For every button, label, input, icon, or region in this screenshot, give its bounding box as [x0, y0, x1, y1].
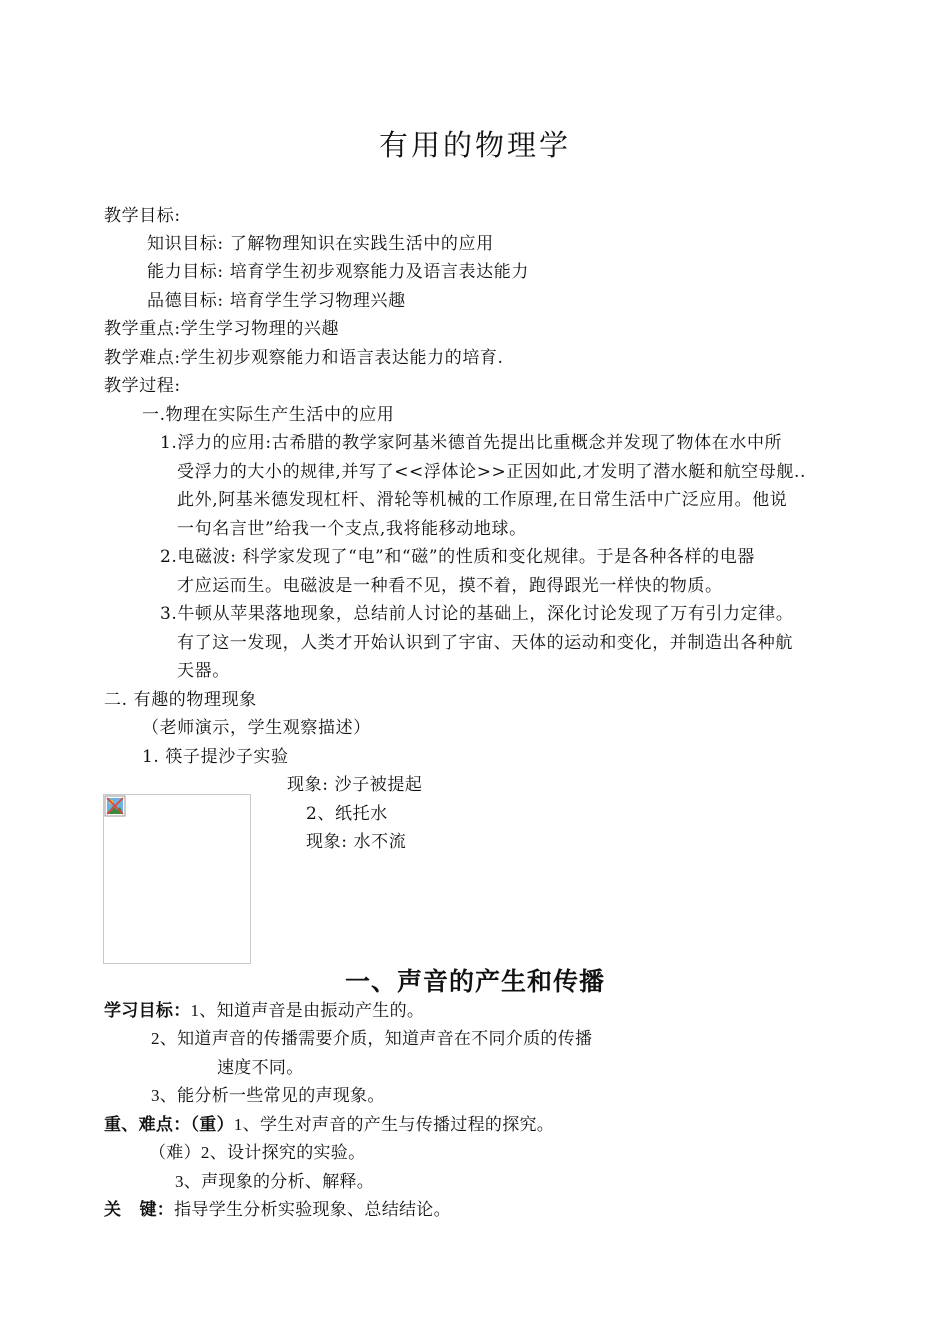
knowledge-objective: 知识目标: 了解物理知识在实践生活中的应用	[147, 234, 494, 254]
focus-major-text: 1、学生对声音的产生与传播过程的探究。	[233, 1115, 555, 1134]
focus-major-label: （重）	[190, 1115, 234, 1134]
experiment1: 1. 筷子提沙子实验	[142, 747, 289, 767]
page-title: 有用的物理学	[378, 128, 571, 162]
section-title-sound: 一、声音的产生和传播	[344, 969, 605, 996]
experiment2: 2、纸托水	[306, 804, 388, 824]
focus-difficulty-1: （难）2、设计探究的实验。	[149, 1143, 366, 1162]
focus-label: 重、难点：	[104, 1115, 191, 1134]
ability-objective: 能力目标: 培育学生初步观察能力及语言表达能力	[147, 262, 529, 282]
learning-goal-2-cont: 速度不同。	[217, 1058, 304, 1077]
objectives-heading: 教学目标:	[104, 206, 181, 226]
key-line	[104, 1199, 451, 1221]
learning-goal-1	[104, 1000, 424, 1022]
broken-image-placeholder	[103, 794, 251, 964]
item2-line: 2.电磁波: 科学家发现了“电”和“磁”的性质和变化规律。于是各种各样的电器	[160, 547, 755, 567]
item1-line: 受浮力的大小的规律,并写了<<浮体论>>正因如此,才发明了潜水艇和航空母舰..	[177, 462, 806, 482]
item3-line: 天器。	[177, 661, 230, 681]
experiment1-result: 现象: 沙子被提起	[287, 775, 423, 795]
experiment2-result: 现象: 水不流	[306, 832, 407, 852]
learning-goal-2: 2、知道声音的传播需要介质，知道声音在不同介质的传播	[151, 1029, 593, 1048]
section2-heading: 二. 有趣的物理现象	[104, 690, 257, 710]
focus-difficulty-2: 3、声现象的分析、解释。	[175, 1172, 375, 1191]
process-heading: 教学过程:	[104, 376, 181, 396]
learning-goal-1-text: 1、知道声音是由振动产生的。	[190, 1001, 425, 1020]
character-objective: 品德目标: 培育学生学习物理兴趣	[147, 291, 406, 311]
focus-major	[104, 1114, 554, 1136]
item1-line: 一句名言世”给我一个支点,我将能移动地球。	[177, 519, 527, 539]
key-point: 教学重点:学生学习物理的兴趣	[104, 319, 340, 339]
key-label: 关 键：	[104, 1200, 175, 1219]
item3-line: 3.牛顿从苹果落地现象，总结前人讨论的基础上，深化讨论发现了万有引力定律。	[160, 604, 794, 624]
item1-line: 此外,阿基米德发现杠杆、滑轮等机械的工作原理,在日常生活中广泛应用。他说	[177, 490, 788, 510]
broken-image-icon	[104, 795, 126, 817]
item3-line: 有了这一发现，人类才开始认识到了宇宙、天体的运动和变化，并制造出各种航	[177, 633, 793, 653]
learning-goal-3: 3、能分析一些常见的声现象。	[151, 1086, 385, 1105]
learning-label: 学习目标：	[104, 1001, 191, 1020]
difficulty: 教学难点:学生初步观察能力和语言表达能力的培育.	[104, 348, 504, 368]
item2-line: 才应运而生。电磁波是一种看不见，摸不着，跑得跟光一样快的物质。	[177, 576, 723, 596]
item1-line: 1.浮力的应用:古希腊的教学家阿基米德首先提出比重概念并发现了物体在水中所	[160, 433, 783, 453]
key-text: 指导学生分析实验现象、总结结论。	[174, 1200, 451, 1219]
section1-heading: 一.物理在实际生产生活中的应用	[142, 405, 395, 425]
section2-note: （老师演示，学生观察描述）	[142, 718, 371, 738]
